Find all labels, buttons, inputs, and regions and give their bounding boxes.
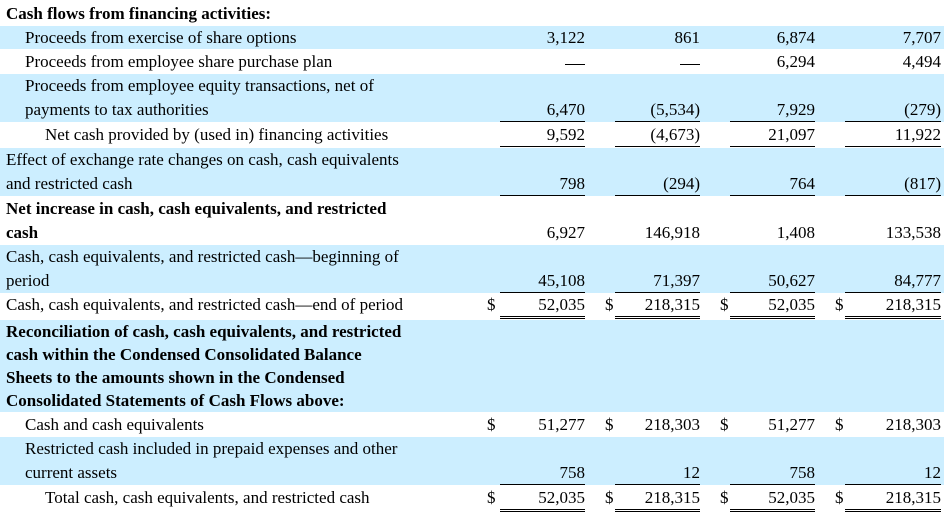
currency-symbol: $ xyxy=(605,488,614,507)
value-cell: 12 xyxy=(845,461,941,485)
table-row xyxy=(0,413,944,436)
value-cell: 218,315 xyxy=(615,486,700,512)
table-row xyxy=(0,74,944,122)
reconciliation-heading-line3: Sheets to the amounts shown in the Condensed xyxy=(6,368,345,387)
value-cell xyxy=(615,50,700,73)
row-label: Cash, cash equivalents, and restricted cash—end of period xyxy=(6,295,404,314)
value-cell: 218,303 xyxy=(885,415,941,434)
table-row xyxy=(0,197,944,245)
row-label: Net cash provided by (used in) financing activities xyxy=(45,125,389,144)
value-cell: 6,470 xyxy=(500,98,585,122)
currency-symbol: $ xyxy=(605,415,614,434)
table-row xyxy=(0,486,944,511)
currency-symbol: $ xyxy=(487,415,496,434)
row-label-line1: Proceeds from employee equity transactions, net of xyxy=(25,76,374,95)
value-cell: 218,315 xyxy=(615,293,700,319)
value-cell: 3,122 xyxy=(546,28,585,47)
currency-symbol: $ xyxy=(720,295,729,314)
financing-heading: Cash flows from financing activities: xyxy=(6,4,272,23)
value-cell: (4,673) xyxy=(615,123,700,147)
table-row xyxy=(0,26,944,49)
value-cell: (5,534) xyxy=(615,98,700,122)
value-cell: 51,277 xyxy=(538,415,585,434)
row-label-line1: Restricted cash included in prepaid expenses and other xyxy=(25,439,398,458)
table-row xyxy=(0,245,944,293)
row-label-line2: and restricted cash xyxy=(6,174,133,193)
currency-symbol: $ xyxy=(487,488,496,507)
row-label: Proceeds from exercise of share options xyxy=(25,28,297,47)
currency-symbol: $ xyxy=(487,295,496,314)
value-cell: 146,918 xyxy=(644,223,700,242)
value-cell: 758 xyxy=(730,461,815,485)
currency-symbol: $ xyxy=(720,488,729,507)
row-label: Proceeds from employee share purchase plan xyxy=(25,52,333,71)
value-cell: 45,108 xyxy=(500,269,585,293)
reconciliation-heading-line4: Consolidated Statements of Cash Flows above: xyxy=(6,391,345,410)
row-label-line2: cash xyxy=(6,223,39,242)
dash-mark xyxy=(565,64,585,65)
value-cell: 21,097 xyxy=(730,123,815,147)
value-cell: 758 xyxy=(500,461,585,485)
value-cell: (294) xyxy=(615,172,700,196)
currency-symbol: $ xyxy=(605,295,614,314)
value-cell: 218,315 xyxy=(845,293,941,319)
value-cell: 218,303 xyxy=(644,415,700,434)
dash-mark xyxy=(680,64,700,65)
row-label: Cash and cash equivalents xyxy=(25,415,204,434)
value-cell: 7,929 xyxy=(730,98,815,122)
value-cell: 6,874 xyxy=(776,28,815,47)
value-cell: 798 xyxy=(500,172,585,196)
table-row xyxy=(0,437,944,485)
row-label-line1: Effect of exchange rate changes on cash, cash equivalents xyxy=(6,150,399,169)
value-cell: 218,315 xyxy=(845,486,941,512)
value-cell: 52,035 xyxy=(500,486,585,512)
value-cell: 52,035 xyxy=(730,293,815,319)
value-cell xyxy=(500,50,585,73)
value-cell: 52,035 xyxy=(730,486,815,512)
value-cell: 7,707 xyxy=(902,28,941,47)
value-cell: (817) xyxy=(845,172,941,196)
value-cell: 1,408 xyxy=(776,223,815,242)
value-cell: (279) xyxy=(845,98,941,122)
value-cell: 84,777 xyxy=(845,269,941,293)
value-cell: 50,627 xyxy=(730,269,815,293)
table-row xyxy=(0,293,944,318)
table-row xyxy=(0,50,944,73)
currency-symbol: $ xyxy=(720,415,729,434)
value-cell: 51,277 xyxy=(768,415,815,434)
table-row xyxy=(0,148,944,196)
row-label: Total cash, cash equivalents, and restricted cash xyxy=(45,488,370,507)
currency-symbol: $ xyxy=(835,415,844,434)
value-cell: 6,294 xyxy=(776,52,815,71)
currency-symbol: $ xyxy=(835,295,844,314)
currency-symbol: $ xyxy=(835,488,844,507)
value-cell: 9,592 xyxy=(500,123,585,147)
row-label-line1: Cash, cash equivalents, and restricted cash—beginning of xyxy=(6,247,399,266)
value-cell: 133,538 xyxy=(885,223,941,242)
row-label-line1: Net increase in cash, cash equivalents, and restricted xyxy=(6,199,387,218)
value-cell: 11,922 xyxy=(845,123,941,147)
value-cell: 861 xyxy=(674,28,700,47)
reconciliation-heading-line1: Reconciliation of cash, cash equivalents, and restricted xyxy=(6,322,402,341)
row-label-line2: period xyxy=(6,271,50,290)
value-cell: 12 xyxy=(615,461,700,485)
value-cell: 6,927 xyxy=(546,223,585,242)
reconciliation-heading-row xyxy=(0,320,944,412)
table-row xyxy=(0,123,944,146)
reconciliation-heading-line2: cash within the Condensed Consolidated Balance xyxy=(6,345,362,364)
value-cell: 4,494 xyxy=(902,52,941,71)
financing-heading-row xyxy=(0,2,944,25)
value-cell: 52,035 xyxy=(500,293,585,319)
row-label-line2: payments to tax authorities xyxy=(25,100,209,119)
row-label-line2: current assets xyxy=(25,463,118,482)
value-cell: 764 xyxy=(730,172,815,196)
value-cell: 71,397 xyxy=(615,269,700,293)
